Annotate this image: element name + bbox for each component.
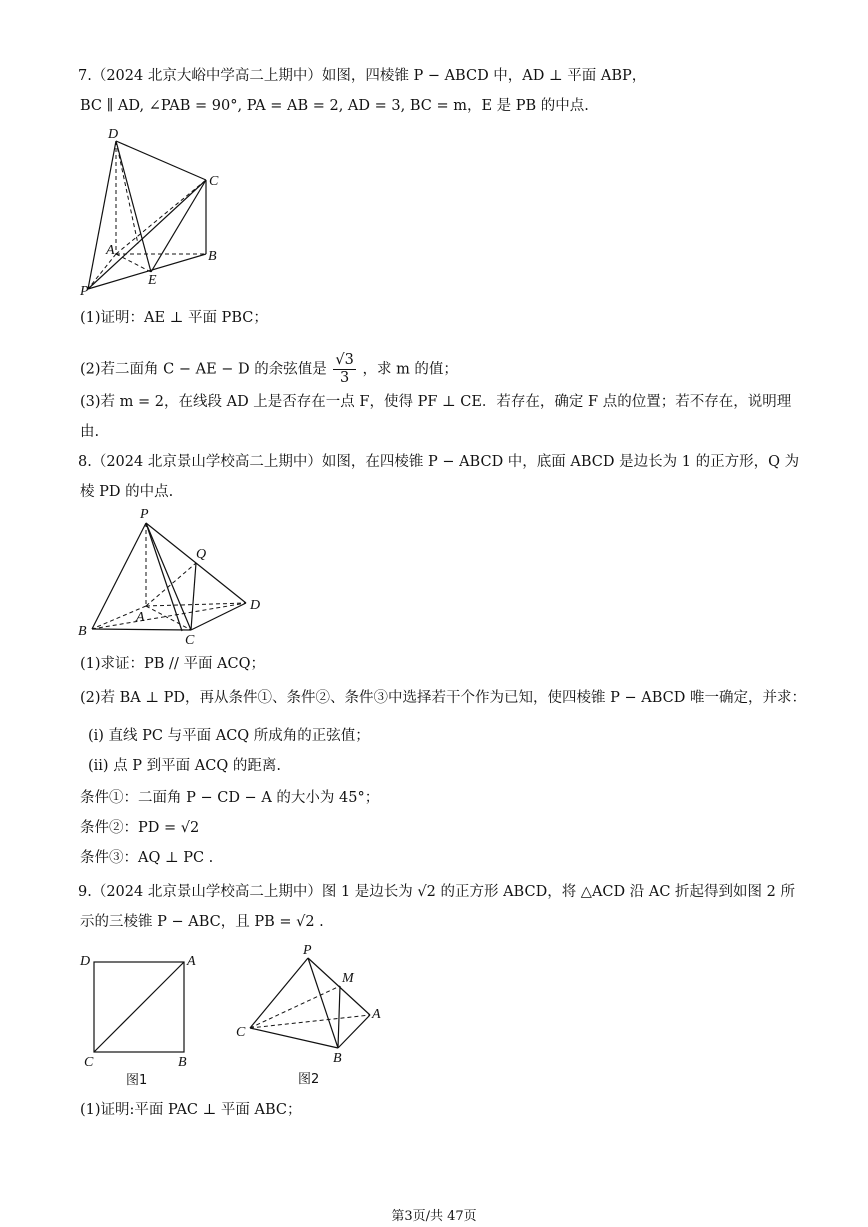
q8-condition-3: 条件③：AQ ⊥ PC .: [80, 850, 214, 866]
q8-label-C: C: [185, 633, 195, 648]
q7-label-C: C: [209, 174, 219, 189]
q7-pyramid-figure: [78, 124, 248, 299]
fig2-label-A: A: [372, 1007, 381, 1022]
q8-sub-i: (i) 直线 PC 与平面 ACQ 所成角的正弦值；: [88, 728, 370, 744]
q8-condition-1: 条件①：二面角 P − CD − A 的大小为 45°；: [80, 790, 380, 806]
q7-label-A: A: [106, 243, 115, 258]
q7-label-P: P: [80, 284, 89, 299]
page-footer: 第3页/共 47页: [391, 1209, 477, 1224]
q9-part1: (1)证明:平面 PAC ⊥ 平面 ABC；: [80, 1102, 302, 1118]
fig1-label-A: A: [187, 954, 196, 969]
q8-part2: (2)若 BA ⊥ PD，再从条件①、条件②、条件③中选择若干个作为已知，使四棱锥 P − ABCD 唯一确定，并求：: [80, 690, 806, 706]
fraction-denominator: 3: [340, 370, 350, 386]
q7-part2-fraction: [333, 352, 355, 387]
q8-label-Q: Q: [196, 547, 207, 562]
q7-part3-line2: 由.: [80, 424, 100, 440]
q8-pyramid-figure: [74, 503, 274, 648]
q9-figure1-square: [74, 945, 204, 1090]
q8-part1: (1)求证：PB // 平面 ACQ；: [80, 656, 266, 672]
q8-label-A: A: [136, 610, 145, 625]
q8-condition-2: 条件②：PD = √2: [80, 820, 200, 836]
q7-label-E: E: [148, 273, 157, 288]
q8-stem-line1: 8.（2024 北京景山学校高二上期中）如图，在四棱锥 P − ABCD 中，底面 ABCD 是边长为 1 的正方形，Q 为: [78, 454, 800, 470]
q8-label-P: P: [140, 507, 149, 522]
fig1-label-D: D: [80, 954, 91, 969]
q8-stem-line2: 棱 PD 的中点.: [80, 484, 174, 500]
q8-label-B: B: [78, 624, 87, 639]
q7-stem-line2: BC ∥ AD, ∠PAB = 90°, PA = AB = 2, AD = 3, BC = m，E 是 PB 的中点.: [80, 98, 589, 114]
q9-stem-line1: 9.（2024 北京景山学校高二上期中）图 1 是边长为 √2 的正方形 ABCD，将 △ACD 沿 AC 折起得到如图 2 所: [78, 884, 795, 900]
fig1-label-C: C: [84, 1055, 94, 1070]
q9-stem-line2: 示的三棱锥 P − ABC，且 PB = √2 .: [80, 914, 324, 930]
fig2-label-C: C: [236, 1025, 246, 1040]
fig2-label-M: M: [342, 971, 354, 986]
q8-label-D: D: [250, 598, 261, 613]
q8-sub-ii: (ii) 点 P 到平面 ACQ 的距离.: [88, 758, 281, 774]
fig2-caption: 图2: [298, 1072, 320, 1087]
fig1-label-B: B: [178, 1055, 187, 1070]
fig2-label-B: B: [333, 1051, 342, 1066]
q9-figure2-tetrahedron: [228, 940, 388, 1090]
q7-label-D: D: [108, 127, 119, 142]
q7-part2-pre: (2)若二面角 C − AE − D 的余弦值是: [80, 361, 327, 378]
q7-stem-line1: 7.（2024 北京大峪中学高二上期中）如图，四棱锥 P − ABCD 中，AD ⊥ 平面 ABP，: [78, 68, 647, 84]
fraction-numerator: √3: [335, 352, 354, 368]
q7-part2: [80, 352, 458, 387]
fig1-caption: 图1: [126, 1073, 148, 1088]
q7-part1: (1)证明：AE ⊥ 平面 PBC；: [80, 310, 268, 326]
q7-label-B: B: [208, 249, 217, 264]
q7-part3-line1: (3)若 m = 2，在线段 AD 上是否存在一点 F，使得 PF ⊥ CE．若存在，确定 F 点的位置；若不存在，说明理: [80, 394, 792, 410]
q7-part2-post: ，求 m 的值；: [362, 361, 458, 378]
fig2-label-P: P: [303, 943, 312, 958]
